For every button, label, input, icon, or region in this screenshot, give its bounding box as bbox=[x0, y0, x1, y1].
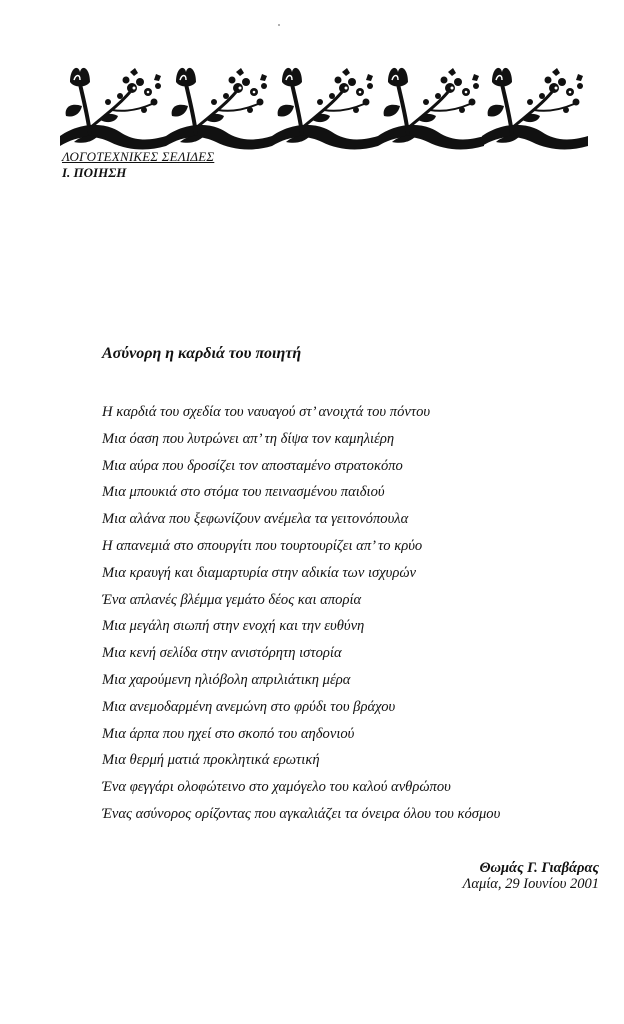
poem-line: Μια ανεμοδαρμένη ανεμώνη στο φρύδι του βράχου bbox=[102, 698, 396, 715]
author-name: Θωμάς Γ. Γιαβάρας bbox=[479, 860, 599, 876]
poem-line: Μια θερμή ματιά προκλητικά ερωτική bbox=[102, 752, 320, 769]
poem-line: Μια κραυγή και διαμαρτυρία στην αδικία των ισχυρών bbox=[102, 564, 417, 581]
section-title: ΛΟΓΟΤΕΧΝΙΚΕΣ ΣΕΛΙΔΕΣ bbox=[62, 149, 215, 164]
poem-line: Μια μπουκιά στο στόμα του πεινασμένου παιδιού bbox=[102, 484, 385, 501]
floral-border-icon bbox=[60, 62, 588, 150]
poem-line: Μια μεγάλη σιωπή στην ενοχή και την ευθύνη bbox=[102, 618, 365, 635]
poem-line: Ένα απλανές βλέμμα γεμάτο δέος και απορία bbox=[102, 591, 362, 608]
poem-line: Μια όαση που λυτρώνει απ’ τη δίψα τον καμηλιέρη bbox=[102, 430, 395, 447]
poem-line: Η απανεμιά στο σπουργίτι που τουρτουρίζει απ’ το κρύο bbox=[102, 537, 423, 554]
poem-line: Μια αύρα που δροσίζει τον αποσταμένο στρατοκόπο bbox=[102, 457, 403, 474]
poem-line: Ένα φεγγάρι ολοφώτεινο στο χαμόγελο του καλού ανθρώπου bbox=[102, 779, 451, 796]
poem-line: Μια άρπα που ηχεί στο σκοπό του αηδονιού bbox=[102, 725, 355, 742]
poem-line: Η καρδιά του σχεδία του ναυαγού στ’ ανοιχτά του πόντου bbox=[102, 404, 431, 420]
poem-body bbox=[102, 399, 592, 828]
poem-line: Ένας ασύνορος ορίζοντας που αγκαλιάζει τα όνειρα όλου του κόσμου bbox=[102, 805, 501, 822]
poem-line: Μια χαρούμενη ηλιόβολη απριλιάτικη μέρα bbox=[102, 671, 351, 688]
poem-line: Μια αλάνα που ξεφωνίζουν ανέμελα τα γειτονόπουλα bbox=[102, 511, 409, 528]
scan-speck bbox=[278, 24, 280, 26]
poem-title: Ασύνορη η καρδιά του ποιητή bbox=[102, 345, 302, 362]
poem-line: Μια κενή σελίδα στην ανιστόρητη ιστορία bbox=[102, 645, 342, 662]
place-date: Λαμία, 29 Ιουνίου 2001 bbox=[462, 876, 599, 892]
section-subtitle: Ι. ΠΟΙΗΣΗ bbox=[62, 165, 127, 180]
